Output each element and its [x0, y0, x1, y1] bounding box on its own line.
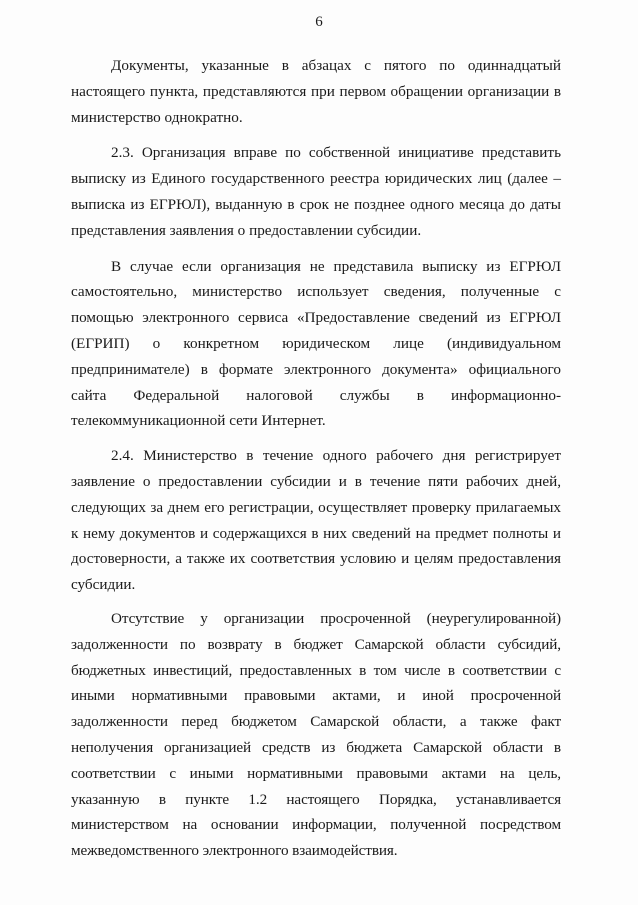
document-body [71, 53, 561, 870]
page-number: 6 [315, 14, 323, 30]
paragraph-documents-once: Документы, указанные в абзацах с пятого по одиннадцатый настоящего пункта, представляются при первом обращении организации в министерство однократно. [71, 57, 561, 126]
paragraph-no-overdue-debt: Отсутствие у организации просроченной (неурегулированной) задолженности по возврату в бюджет Самарской области субсидий, бюджетных инвестиций, предоставленных в том числе в соответствии с иными нормативными правовыми актами, и иной просроченной задолженности перед бюджетом Самарской области, а также факт неполучения организацией средств из бюджета Самарской области в соответствии с иными нормативными правовыми актами на цель, указанную в пункте 1.2 настоящего Порядка, устанавливается министерством на основании информации, полученной посредством межведомственного электронного взаимодействия. [71, 609, 561, 860]
paragraph-2-3-egrul-extract: 2.3. Организация вправе по собственной инициативе представить выписку из Единого государственного реестра юридических лиц (далее – выписка из ЕГРЮЛ), выданную в срок не позднее одного месяца до даты представления заявления о предоставлении субсидии. [71, 144, 561, 239]
paragraph-2-4-registration: 2.4. Министерство в течение одного рабочего дня регистрирует заявление о предоставлении субсидии и в течение пяти рабочих дней, следующих за днем его регистрации, осуществляет проверку прилагаемых к нему документов и содержащихся в них сведений на предмет полноты и достоверности, а также их соответствия условию и целям предоставления субсидии. [71, 447, 561, 594]
paragraph-egrul-electronic-service: В случае если организация не представила выписку из ЕГРЮЛ самостоятельно, министерство использует сведения, полученные с помощью электронного сервиса «Предоставление сведений из ЕГРЮЛ (ЕГРИП) о конкретном юридическом лице (индивидуальном предпринимателе) в формате электронного документа» официального сайта Федеральной налоговой службы в информационно-телекоммуникационной сети Интернет. [71, 257, 561, 430]
